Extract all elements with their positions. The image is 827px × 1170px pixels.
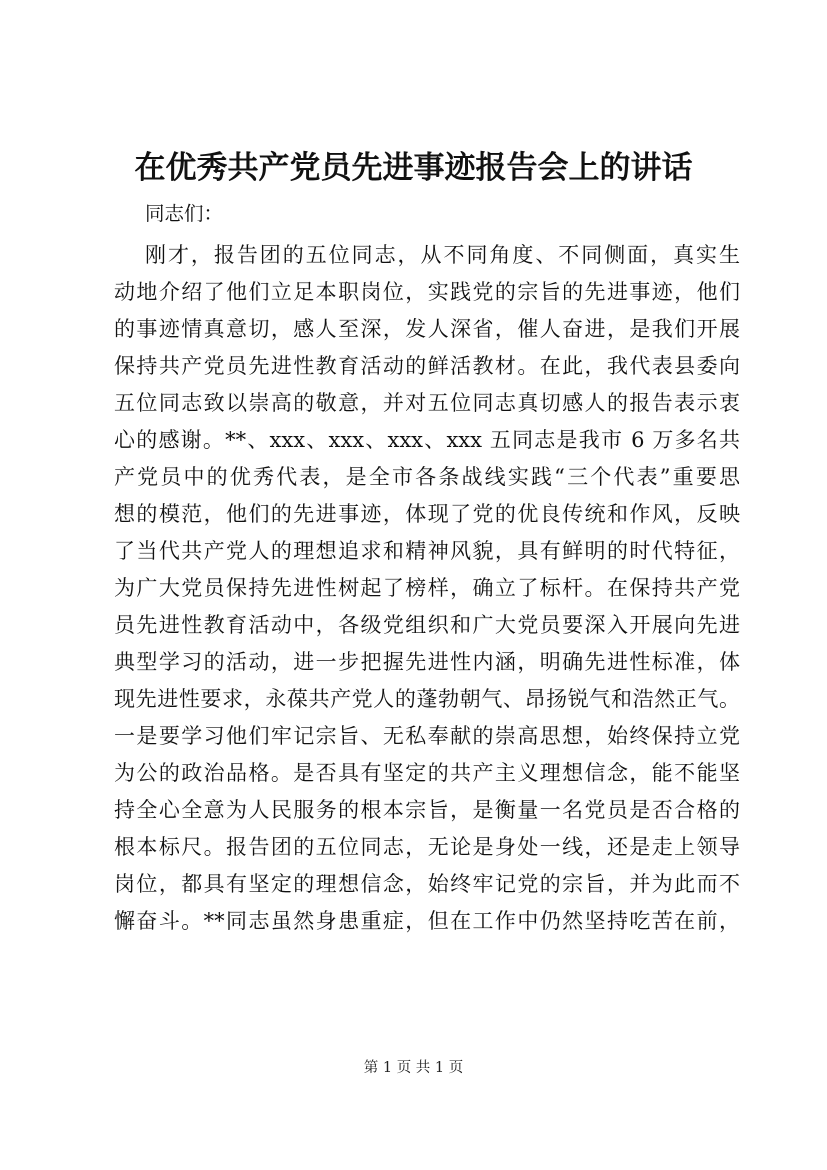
body-line: 现先进性要求，永葆共产党人的蓬勃朝气、昂扬锐气和浩然正气。 xyxy=(114,687,740,711)
body-line: 根本标尺。报告团的五位同志，无论是身处一线，还是走上领导 xyxy=(114,835,740,859)
body-line: 了当代共产党人的理想追求和精神风貌，具有鲜明的时代特征， xyxy=(114,539,740,563)
salutation: 同志们： xyxy=(145,202,224,225)
body-line: 岗位，都具有坚定的理想信念，始终牢记党的宗旨，并为此而不 xyxy=(114,872,740,896)
document-title: 在优秀共产党员先进事迹报告会上的讲话 xyxy=(134,150,693,186)
body-line: 动地介绍了他们立足本职岗位，实践党的宗旨的先进事迹，他们 xyxy=(114,280,740,304)
body-line: 懈奋斗。**同志虽然身患重症，但在工作中仍然坚持吃苦在前， xyxy=(114,909,740,933)
body-line: 心的感谢。**、xxx、xxx、xxx、xxx 五同志是我市 6 万多名共 xyxy=(114,428,740,452)
body-line: 典型学习的活动，进一步把握先进性内涵，明确先进性标准，体 xyxy=(114,650,740,674)
body-line: 刚才，报告团的五位同志，从不同角度、不同侧面，真实生 xyxy=(145,243,740,267)
body-line: 保持共产党员先进性教育活动的鲜活教材。在此，我代表县委向 xyxy=(114,354,740,378)
body-line: 员先进性教育活动中，各级党组织和广大党员要深入开展向先进 xyxy=(114,613,740,637)
body-line: 五位同志致以崇高的敬意，并对五位同志真切感人的报告表示衷 xyxy=(114,391,740,415)
body-line: 为广大党员保持先进性树起了榜样，确立了标杆。在保持共产党 xyxy=(114,576,740,600)
body-line: 持全心全意为人民服务的根本宗旨，是衡量一名党员是否合格的 xyxy=(114,798,740,822)
body-line: 想的模范，他们的先进事迹，体现了党的优良传统和作风，反映 xyxy=(114,502,740,526)
body-line: 的事迹情真意切，感人至深，发人深省，催人奋进，是我们开展 xyxy=(114,317,740,341)
body-line: 一是要学习他们牢记宗旨、无私奉献的崇高思想，始终保持立党 xyxy=(114,724,740,748)
page-footer: 第 1 页 共 1 页 xyxy=(363,1060,464,1076)
body-line: 产党员中的优秀代表，是全市各条战线实践“三个代表”重要思 xyxy=(114,465,740,489)
body-line: 为公的政治品格。是否具有坚定的共产主义理想信念，能不能坚 xyxy=(114,761,740,785)
